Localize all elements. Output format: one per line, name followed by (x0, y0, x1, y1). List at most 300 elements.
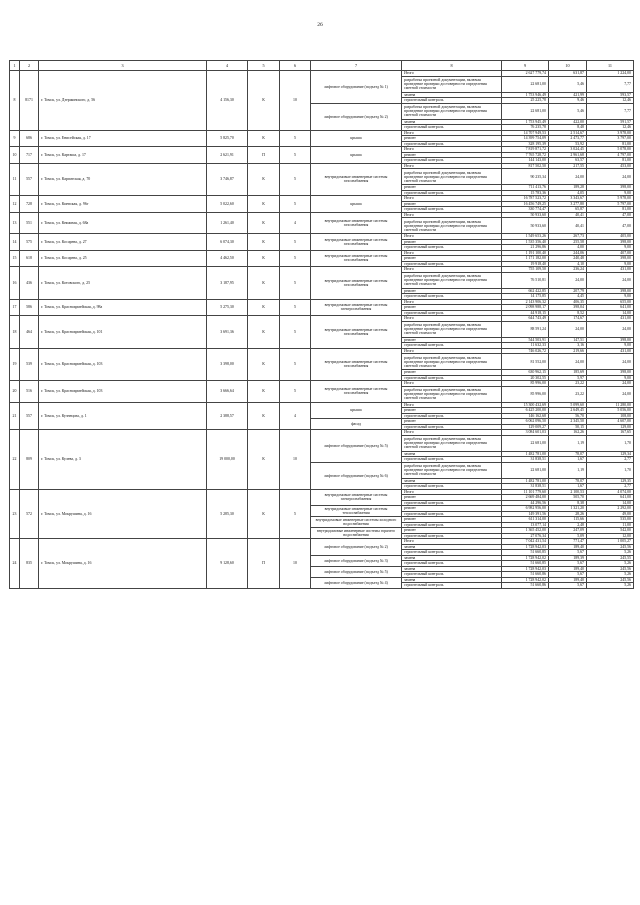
cost-cell: 51 660,86 (502, 583, 549, 589)
work-type-cell: Итого (402, 299, 502, 305)
type-cell: К (248, 212, 280, 234)
work-type-cell: строительный контроль (402, 413, 502, 419)
cost-cell: 1 171 182,00 (502, 256, 549, 262)
work-type-cell: Итого (402, 250, 502, 256)
cost-cell: 22 681,00 (502, 462, 549, 478)
floors-cell: 4 (280, 212, 311, 234)
work-type-cell: Итого (402, 212, 502, 218)
house-id-cell: 835 (20, 539, 39, 589)
row-number-cell: 11 (10, 163, 20, 196)
address-cell: г. Томск, ул. Кузнецова, д. 1 (39, 402, 207, 430)
limit-cost-cell: 398,00 (587, 337, 634, 343)
work-type-cell: ремонт (402, 239, 502, 245)
area-cell: 9 128,60 (207, 539, 248, 589)
limit-cost-cell: 431,00 (587, 348, 634, 354)
cost-cell: 31 838,51 (502, 457, 549, 463)
unit-cost-cell: 28,26 (549, 511, 587, 517)
column-number: 4 (207, 61, 248, 71)
table-row (10, 147, 634, 153)
cost-cell: 1 549 653,26 (502, 234, 549, 240)
capital-repair-table (9, 60, 634, 589)
work-type-cell: Итого (402, 71, 502, 77)
unit-cost-cell: 4,05 (549, 190, 587, 196)
cost-cell: 817 502,50 (502, 163, 549, 169)
limit-cost-cell: 11,00 (587, 522, 634, 528)
unit-cost-cell: 24,00 (549, 272, 587, 288)
floors-cell: 5 (280, 147, 311, 164)
house-id-cell: 436 (20, 267, 39, 300)
cost-cell: 544 503,91 (502, 337, 549, 343)
cost-cell: 2 627 779,74 (502, 71, 549, 77)
limit-cost-cell: 398,00 (587, 288, 634, 294)
cost-cell: 51 660,85 (502, 561, 549, 567)
limit-cost-cell: 11 280,00 (587, 402, 634, 408)
limit-cost-cell: 108,00 (587, 413, 634, 419)
cost-cell: 22 681,00 (502, 76, 549, 92)
work-type-cell: строительный контроль (402, 141, 502, 147)
cost-cell: 1 535 356,40 (502, 239, 549, 245)
type-cell: К (248, 402, 280, 430)
cost-cell: 644 743,49 (502, 316, 549, 322)
system-cell: внутридомовые инженерные системы теплоснабжения (311, 506, 402, 517)
unit-cost-cell: 53,92 (549, 141, 587, 147)
row-number-cell: 18 (10, 316, 20, 349)
work-type-cell: замена (402, 577, 502, 583)
table-row (10, 402, 634, 408)
limit-cost-cell: 641,00 (587, 305, 634, 311)
floors-cell: 5 (280, 299, 311, 316)
work-type-cell: ремонт (402, 495, 502, 501)
unit-cost-cell: 5,67 (549, 561, 587, 567)
limit-cost-cell: 655,00 (587, 299, 634, 305)
table-row (10, 163, 634, 169)
cost-cell: 76 235,78 (502, 125, 549, 131)
cost-cell: 44 296,56 (502, 500, 549, 506)
row-number-cell: 15 (10, 250, 20, 267)
system-cell: лифтовое оборудование (подъезд № 2) (311, 539, 402, 556)
unit-cost-cell: 219,66 (549, 348, 587, 354)
floors-cell: 5 (280, 163, 311, 196)
limit-cost-cell: 245,55 (587, 555, 634, 561)
work-type-cell: строительный контроль (402, 572, 502, 578)
limit-cost-cell: 129,00 (587, 424, 634, 430)
unit-cost-cell: 174,67 (549, 316, 587, 322)
unit-cost-cell: 267,73 (549, 234, 587, 240)
system-cell: лифтовое оборудование (подъезд № 5) (311, 430, 402, 463)
row-number-cell: 24 (10, 539, 20, 589)
house-id-cell: 728 (20, 196, 39, 213)
limit-cost-cell: 24,00 (587, 321, 634, 337)
limit-cost-cell: 593,57 (587, 92, 634, 98)
unit-cost-cell: 5,46 (549, 76, 587, 92)
unit-cost-cell: 4,45 (549, 294, 587, 300)
unit-cost-cell: 78,07 (549, 451, 587, 457)
limit-cost-cell: 129,34 (587, 451, 634, 457)
work-type-cell: ремонт (402, 528, 502, 534)
column-number: 5 (248, 61, 280, 71)
limit-cost-cell: 1 005,27 (587, 539, 634, 545)
work-type-cell: Итого (402, 316, 502, 322)
table-row (10, 130, 634, 136)
unit-cost-cell: 4,00 (549, 245, 587, 251)
cost-cell: 50 933,60 (502, 218, 549, 234)
cost-cell: 51 660,85 (502, 550, 549, 556)
limit-cost-cell: 47,00 (587, 218, 634, 234)
work-type-cell: разработка проектной документации, включая проведение проверки достоверности определения сметной стоимости (402, 386, 502, 402)
cost-cell: 711 413,76 (502, 185, 549, 191)
type-cell: П (248, 539, 280, 589)
unit-cost-cell: 5,67 (549, 572, 587, 578)
limit-cost-cell: 3 797,00 (587, 136, 634, 142)
cost-cell: 81 552,00 (502, 354, 549, 370)
type-cell: К (248, 348, 280, 381)
cost-cell: 22 681,00 (502, 103, 549, 119)
work-type-cell: строительный контроль (402, 561, 502, 567)
floors-cell: 5 (280, 250, 311, 267)
unit-cost-cell: 40,41 (549, 218, 587, 234)
limit-cost-cell: 245,56 (587, 566, 634, 572)
work-type-cell: Итого (402, 381, 502, 387)
floors-cell: 5 (280, 316, 311, 349)
column-number: 3 (39, 61, 207, 71)
unit-cost-cell: 1,67 (549, 457, 587, 463)
unit-cost-cell: 5,09 (549, 533, 587, 539)
cost-cell: 328 195,39 (502, 141, 549, 147)
limit-cost-cell: 14,00 (587, 500, 634, 506)
system-cell: внутридомовые инженерные системы газоснабжения (311, 348, 402, 381)
area-cell: 2 388,57 (207, 402, 248, 430)
work-type-cell: Итого (402, 147, 502, 153)
row-number-cell: 9 (10, 130, 20, 147)
floors-cell: 5 (280, 348, 311, 381)
unit-cost-cell: 421,99 (549, 92, 587, 98)
floors-cell: 10 (280, 430, 311, 490)
cost-cell: 21 296,86 (502, 245, 549, 251)
unit-cost-cell: 115,66 (549, 517, 587, 523)
system-cell: крыша (311, 147, 402, 164)
work-type-cell: разработка проектной документации, включая проведение проверки достоверности определения сметной стоимости (402, 321, 502, 337)
column-number: 2 (20, 61, 39, 71)
unit-cost-cell: 5,97 (549, 375, 587, 381)
system-cell: лифтовое оборудование (подъезд № 5) (311, 566, 402, 577)
work-type-cell: Итого (402, 196, 502, 202)
limit-cost-cell: 81,00 (587, 141, 634, 147)
limit-cost-cell: 1,70 (587, 435, 634, 451)
unit-cost-cell: 5,67 (549, 550, 587, 556)
limit-cost-cell: 245,56 (587, 544, 634, 550)
cost-cell: 1 753 945,49 (502, 119, 549, 125)
cost-cell: 1 482 781,00 (502, 451, 549, 457)
table-row (10, 539, 634, 545)
work-type-cell: ремонт (402, 305, 502, 311)
unit-cost-cell: 8,38 (549, 500, 587, 506)
area-cell: 2 621,91 (207, 147, 248, 164)
system-cell: внутридомовые инженерные системы газоснабжения (311, 267, 402, 300)
cost-cell: 14 707 949,53 (502, 130, 549, 136)
system-cell: крыша (311, 130, 402, 147)
work-type-cell: разработка проектной документации, включая проведение проверки достоверности определения сметной стоимости (402, 462, 502, 478)
work-type-cell: строительный контроль (402, 294, 502, 300)
unit-cost-cell: 3,16 (549, 343, 587, 349)
limit-cost-cell: 24,00 (587, 354, 634, 370)
address-cell: г. Томск, ул. Кулева, д. 3 (39, 430, 207, 490)
table-row (10, 348, 634, 354)
work-type-cell: строительный контроль (402, 583, 502, 589)
row-number-cell: 17 (10, 299, 20, 316)
work-type-cell: строительный контроль (402, 125, 502, 131)
cost-cell: 51 660,86 (502, 572, 549, 578)
limit-cost-cell: 9,00 (587, 375, 634, 381)
house-id-cell: 686 (20, 130, 39, 147)
limit-cost-cell: 398,00 (587, 256, 634, 262)
unit-cost-cell: 1 321,20 (549, 506, 587, 512)
unit-cost-cell: 406,35 (549, 299, 587, 305)
work-type-cell: Итого (402, 539, 502, 545)
system-cell: крыша (311, 196, 402, 213)
work-type-cell: ремонт (402, 370, 502, 376)
cost-cell: 2 669 484,00 (502, 495, 549, 501)
work-type-cell: ремонт (402, 152, 502, 158)
work-type-cell: строительный контроль (402, 375, 502, 381)
unit-cost-cell: 162,26 (549, 430, 587, 436)
unit-cost-cell: 240,48 (549, 256, 587, 262)
type-cell: К (248, 163, 280, 196)
unit-cost-cell: 23,22 (549, 386, 587, 402)
work-type-cell: строительный контроль (402, 207, 502, 213)
type-cell: К (248, 316, 280, 349)
work-type-cell: разработка проектной документации, включая проведение проверки достоверности определения сметной стоимости (402, 103, 502, 119)
work-type-cell: Итого (402, 163, 502, 169)
table-row (10, 267, 634, 273)
limit-cost-cell: 5,26 (587, 572, 634, 578)
work-type-cell: строительный контроль (402, 424, 502, 430)
unit-cost-cell: 189,39 (549, 555, 587, 561)
cost-cell: 755 109,50 (502, 267, 549, 273)
limit-cost-cell: 24,00 (587, 272, 634, 288)
column-number: 7 (311, 61, 402, 71)
unit-cost-cell: 255,58 (549, 239, 587, 245)
limit-cost-cell: 9,00 (587, 261, 634, 267)
cost-cell: 1 482 781,00 (502, 478, 549, 484)
limit-cost-cell: 4 797,00 (587, 152, 634, 158)
unit-cost-cell: 8,52 (549, 310, 587, 316)
cost-cell: 14 175,85 (502, 294, 549, 300)
system-cell: внутридомовые инженерные системы горячего водоснабжения (311, 528, 402, 539)
unit-cost-cell: 422,00 (549, 119, 587, 125)
system-cell: внутридомовые инженерные системы холодного водоснабжения (311, 517, 402, 528)
address-cell: г. Томск, ул. Карташа, д. 17 (39, 147, 207, 164)
work-type-cell: строительный контроль (402, 511, 502, 517)
floors-cell: 5 (280, 381, 311, 403)
cost-cell: 146 162,68 (502, 413, 549, 419)
type-cell: К (248, 381, 280, 403)
cost-cell: 88 591,24 (502, 321, 549, 337)
work-type-cell: ремонт (402, 185, 502, 191)
work-type-cell: разработка проектной документации, включая проведение проверки достоверности определения сметной стоимости (402, 76, 502, 92)
limit-cost-cell: 641,00 (587, 495, 634, 501)
unit-cost-cell: 3 277,80 (549, 201, 587, 207)
unit-cost-cell: 771,47 (549, 539, 587, 545)
work-type-cell: строительный контроль (402, 484, 502, 490)
system-cell: фасад (311, 419, 402, 430)
unit-cost-cell: 78,07 (549, 478, 587, 484)
system-cell: внутридомовые инженерные системы газоснабжения (311, 163, 402, 196)
unit-cost-cell: 5,67 (549, 583, 587, 589)
unit-cost-cell: 189,40 (549, 544, 587, 550)
limit-cost-cell: 12,46 (587, 125, 634, 131)
limit-cost-cell: 81,00 (587, 207, 634, 213)
system-cell: лифтовое оборудование (подъезд № 1) (311, 71, 402, 104)
limit-cost-cell: 5 078,00 (587, 147, 634, 153)
limit-cost-cell: 591,57 (587, 119, 634, 125)
work-type-cell: ремонт (402, 419, 502, 425)
unit-cost-cell: 8,48 (549, 125, 587, 131)
address-cell: г. Томск, ул. Красноармейская, д. 98а (39, 299, 207, 316)
cost-cell: 15 783,36 (502, 190, 549, 196)
unit-cost-cell: 24,00 (549, 354, 587, 370)
floors-cell: 4 (280, 402, 311, 430)
cost-cell: 90 235,34 (502, 169, 549, 185)
work-type-cell: строительный контроль (402, 522, 502, 528)
cost-cell: 6 062 096,50 (502, 419, 549, 425)
row-number-cell: 19 (10, 348, 20, 381)
unit-cost-cell: 50,15 (549, 424, 587, 430)
cost-cell: 25 225,78 (502, 98, 549, 104)
house-id-cell: 551 (20, 212, 39, 234)
system-cell: лифтовое оборудование (подъезд № 6) (311, 462, 402, 489)
work-type-cell: строительный контроль (402, 310, 502, 316)
house-id-cell: 557 (20, 402, 39, 430)
work-type-cell: строительный контроль (402, 550, 502, 556)
table-row (10, 381, 634, 387)
unit-cost-cell: 63,57 (549, 158, 587, 164)
floors-cell: 5 (280, 267, 311, 300)
work-type-cell: ремонт (402, 288, 502, 294)
unit-cost-cell: 2,48 (549, 522, 587, 528)
system-cell: внутридомовые инженерные системы электроснабжения (311, 299, 402, 316)
row-number-cell: 21 (10, 402, 20, 430)
cost-cell: 19 918,40 (502, 261, 549, 267)
limit-cost-cell: 9,00 (587, 343, 634, 349)
cost-cell: 15 300 432,69 (502, 402, 549, 408)
work-type-cell: строительный контроль (402, 343, 502, 349)
floors-cell: 5 (280, 489, 311, 539)
unit-cost-cell: 56,70 (549, 413, 587, 419)
column-number: 8 (402, 61, 502, 71)
house-id-cell: 618 (20, 250, 39, 267)
unit-cost-cell: 3 024,45 (549, 147, 587, 153)
type-cell: К (248, 130, 280, 147)
table-row (10, 71, 634, 77)
cost-cell: 44 918,15 (502, 310, 549, 316)
limit-cost-cell: 431,00 (587, 267, 634, 273)
limit-cost-cell: 47,00 (587, 212, 634, 218)
unit-cost-cell: 505,70 (549, 495, 587, 501)
limit-cost-cell: 407,00 (587, 250, 634, 256)
floors-cell: 10 (280, 71, 311, 131)
column-number-row (10, 61, 634, 71)
limit-cost-cell: 9,00 (587, 294, 634, 300)
limit-cost-cell: 167,65 (587, 430, 634, 436)
cost-cell: 662 422,85 (502, 288, 549, 294)
work-type-cell: ремонт (402, 136, 502, 142)
table-row (10, 489, 634, 495)
limit-cost-cell: 431,00 (587, 316, 634, 322)
house-id-cell: 717 (20, 147, 39, 164)
address-cell: г. Томск, ул. Косарева, д. 27 (39, 234, 207, 251)
unit-cost-cell: 2 514,67 (549, 130, 587, 136)
limit-cost-cell: 2,77 (587, 484, 634, 490)
work-type-cell: Итого (402, 402, 502, 408)
unit-cost-cell: 5 099,60 (549, 402, 587, 408)
area-cell: 3 666,64 (207, 381, 248, 403)
unit-cost-cell: 3 343,67 (549, 196, 587, 202)
work-type-cell: строительный контроль (402, 245, 502, 251)
cost-cell: 1 728 942,02 (502, 555, 549, 561)
work-type-cell: Итого (402, 348, 502, 354)
cost-cell: 611 314,00 (502, 517, 549, 523)
limit-cost-cell: 3 978,00 (587, 130, 634, 136)
cost-cell: 3 084 601,03 (502, 430, 549, 436)
work-type-cell: замена (402, 566, 502, 572)
limit-cost-cell: 535,00 (587, 517, 634, 523)
work-type-cell: замена (402, 555, 502, 561)
table-row (10, 299, 634, 305)
limit-cost-cell: 81,00 (587, 158, 634, 164)
type-cell: К (248, 489, 280, 539)
system-cell: внутридомовые инженерные системы электроснабжения (311, 489, 402, 506)
floors-cell: 5 (280, 130, 311, 147)
unit-cost-cell: 189,40 (549, 577, 587, 583)
cost-cell: 11 101 779,60 (502, 489, 549, 495)
work-type-cell: ремонт (402, 337, 502, 343)
row-number-cell: 13 (10, 212, 20, 234)
row-number-cell: 22 (10, 430, 20, 490)
cost-cell: 14 399 754,09 (502, 136, 549, 142)
work-type-cell: замена (402, 119, 502, 125)
area-cell: 3 691,36 (207, 316, 248, 349)
cost-cell: 50 933,60 (502, 212, 549, 218)
floors-cell: 5 (280, 234, 311, 251)
cost-cell: 16 456 749,25 (502, 201, 549, 207)
limit-cost-cell: 2,77 (587, 457, 634, 463)
limit-cost-cell: 24,00 (587, 381, 634, 387)
limit-cost-cell: 5,26 (587, 583, 634, 589)
limit-cost-cell: 5,26 (587, 550, 634, 556)
work-type-cell: Итого (402, 430, 502, 436)
unit-cost-cell: 398,04 (549, 305, 587, 311)
system-cell: лифтовое оборудование (подъезд № 3) (311, 555, 402, 566)
limit-cost-cell: 5 978,00 (587, 196, 634, 202)
column-number: 9 (502, 61, 549, 71)
unit-cost-cell: 2 649,45 (549, 408, 587, 414)
work-type-cell: замена (402, 544, 502, 550)
unit-cost-cell: 207,79 (549, 288, 587, 294)
table-row (10, 250, 634, 256)
house-id-cell: 575 (20, 234, 39, 251)
cost-cell: 7 042 431,54 (502, 539, 549, 545)
cost-cell: 31 838,51 (502, 484, 549, 490)
area-cell: 6 074,30 (207, 234, 248, 251)
cost-cell: 7 819 871,72 (502, 147, 549, 153)
cost-cell: 22 681,00 (502, 435, 549, 451)
area-cell: 3 746,87 (207, 163, 248, 196)
area-cell: 3 398,00 (207, 348, 248, 381)
area-cell: 5 825,70 (207, 130, 248, 147)
work-type-cell: разработка проектной документации, включая проведение проверки достоверности определения сметной стоимости (402, 218, 502, 234)
unit-cost-cell: 4,10 (549, 261, 587, 267)
row-number-cell: 16 (10, 267, 20, 300)
